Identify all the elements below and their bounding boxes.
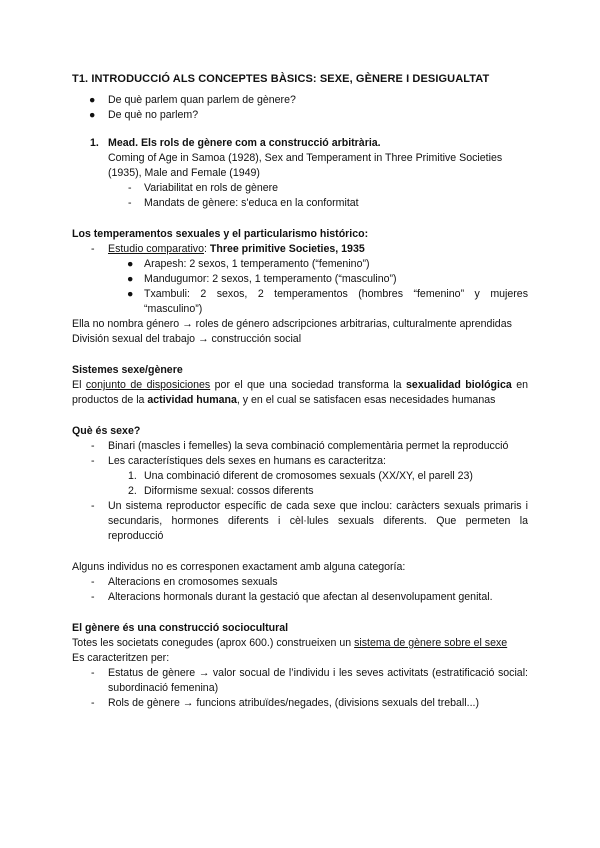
dash-icon: - <box>91 243 95 255</box>
section-heading: Què és sexe? <box>72 425 141 437</box>
intro-bullet-list <box>72 93 528 123</box>
paragraph: Totes les societats conegudes (aprox 600.) construeixen un sistema de gènere sobre el sexe <box>72 637 508 649</box>
bullet-icon: ● <box>89 94 96 106</box>
mead-works: (1935), Male and Female (1949) <box>108 167 260 179</box>
alguns-section <box>72 560 528 605</box>
list-item: - Estudio comparativo: Three primitive Societies, 1935 <box>91 243 365 255</box>
que-es-sexe-section <box>72 424 528 544</box>
list-item: - Alteracions hormonals durant la gestació que afectan al desenvolupament genital. <box>91 591 493 603</box>
dash-icon: - <box>128 182 132 194</box>
list-item: - Alteracions en cromosomes sexuals <box>91 576 278 588</box>
section-heading: Los temperamentos sexuales y el particularismo histórico: <box>72 228 369 240</box>
list-item: - Les característiques dels sexes en humans es caracteritza: <box>91 455 386 467</box>
dash-icon: - <box>91 697 95 709</box>
dash-icon: - <box>91 440 95 452</box>
temperamentos-section <box>72 227 528 347</box>
list-number: 1. <box>90 137 99 149</box>
construccio-section <box>72 621 528 711</box>
list-item: ● Mandugumor: 2 sexos, 1 temperamento (“masculino”) <box>127 273 397 285</box>
document-title: T1. INTRODUCCIÓ ALS CONCEPTES BÀSICS: SEXE, GÈNERE I DESIGUALTAT <box>72 73 490 85</box>
study-title: Three primitive Societies, 1935 <box>209 243 365 255</box>
list-item: - Rols de gènere → funcions atribuïdes/negades, (divisions sexuals del treball...) <box>91 697 479 709</box>
bullet-icon: ● <box>127 288 134 300</box>
list-item: ● De què no parlem? <box>89 109 199 121</box>
paragraph: Es caracteritzen per: <box>72 652 170 664</box>
list-item: - Variabilitat en rols de gènere <box>128 182 279 194</box>
list-item: - Mandats de gènere: s'educa en la conformitat <box>128 197 359 209</box>
numbered-item: 2. Diformisme sexual: cossos diferents <box>128 485 314 497</box>
mead-section <box>72 136 528 211</box>
list-item: - Un sistema reproductor específic de cada sexe que inclou: caràcters sexuals primaris i secundaris, hormones diferents i cèl·lules sexuals diferents. Que permeten la reproducció <box>91 500 528 542</box>
underlined-term: conjunto de disposiciones <box>85 379 211 391</box>
mead-works: Coming of Age in Samoa (1928), Sex and Temperament in Three Primitive Societies <box>108 152 503 164</box>
numbered-item: 1. Una combinació diferent de cromosomes sexuals (XX/XY, el parell 23) <box>128 470 473 482</box>
section-heading: Sistemes sexe/gènere <box>72 364 183 376</box>
list-item: - Binari (mascles i femelles) la seva combinació complementària permet la reproducció <box>91 440 509 452</box>
bullet-icon: ● <box>127 273 134 285</box>
section-heading: El gènere és una construcció sociocultural <box>72 622 289 634</box>
list-number: 1. <box>128 470 137 482</box>
list-item: ● De què parlem quan parlem de gènere? <box>89 94 296 106</box>
document-page <box>72 72 528 711</box>
list-item: ● Txambuli: 2 sexos, 2 temperamentos (hombres “femenino” y mujeres “masculino”) <box>127 288 528 315</box>
mead-heading: 1. Mead. Els rols de gènere com a construcció arbitrària. <box>90 137 381 149</box>
dash-icon: - <box>91 591 95 603</box>
dash-icon: - <box>91 576 95 588</box>
study-label: Estudio comparativo <box>108 243 204 255</box>
list-item: - Estatus de gènere → valor socual de l’individu i les seves activitats (estratificació social: subordinació femenina) <box>91 667 528 694</box>
list-item: ● Arapesh: 2 sexos, 1 temperamento (“femenino”) <box>127 258 370 270</box>
paragraph: Ella no nombra género → roles de género adscripciones arbitrarias, culturalmente aprendidas <box>72 318 512 330</box>
underlined-term: sistema de gènere sobre el sexe <box>354 637 508 649</box>
dash-icon: - <box>128 197 132 209</box>
bullet-icon: ● <box>127 258 134 270</box>
bold-term: sexualidad biológica <box>406 379 512 391</box>
paragraph: División sexual del trabajo → construcción social <box>72 333 302 345</box>
paragraph: El conjunto de disposiciones por el que una sociedad transforma la sexualidad biológica en productos de la actividad humana, y en el cual se satisfacen esas necesidades humanas <box>72 379 528 406</box>
dash-icon: - <box>91 455 95 467</box>
bold-term: actividad humana <box>147 394 237 406</box>
bullet-icon: ● <box>89 109 96 121</box>
dash-icon: - <box>91 500 95 512</box>
list-number: 2. <box>128 485 137 497</box>
paragraph: Alguns individus no es corresponen exactament amb alguna categoría: <box>72 561 406 573</box>
sistemes-section <box>72 363 528 408</box>
dash-icon: - <box>91 667 95 679</box>
